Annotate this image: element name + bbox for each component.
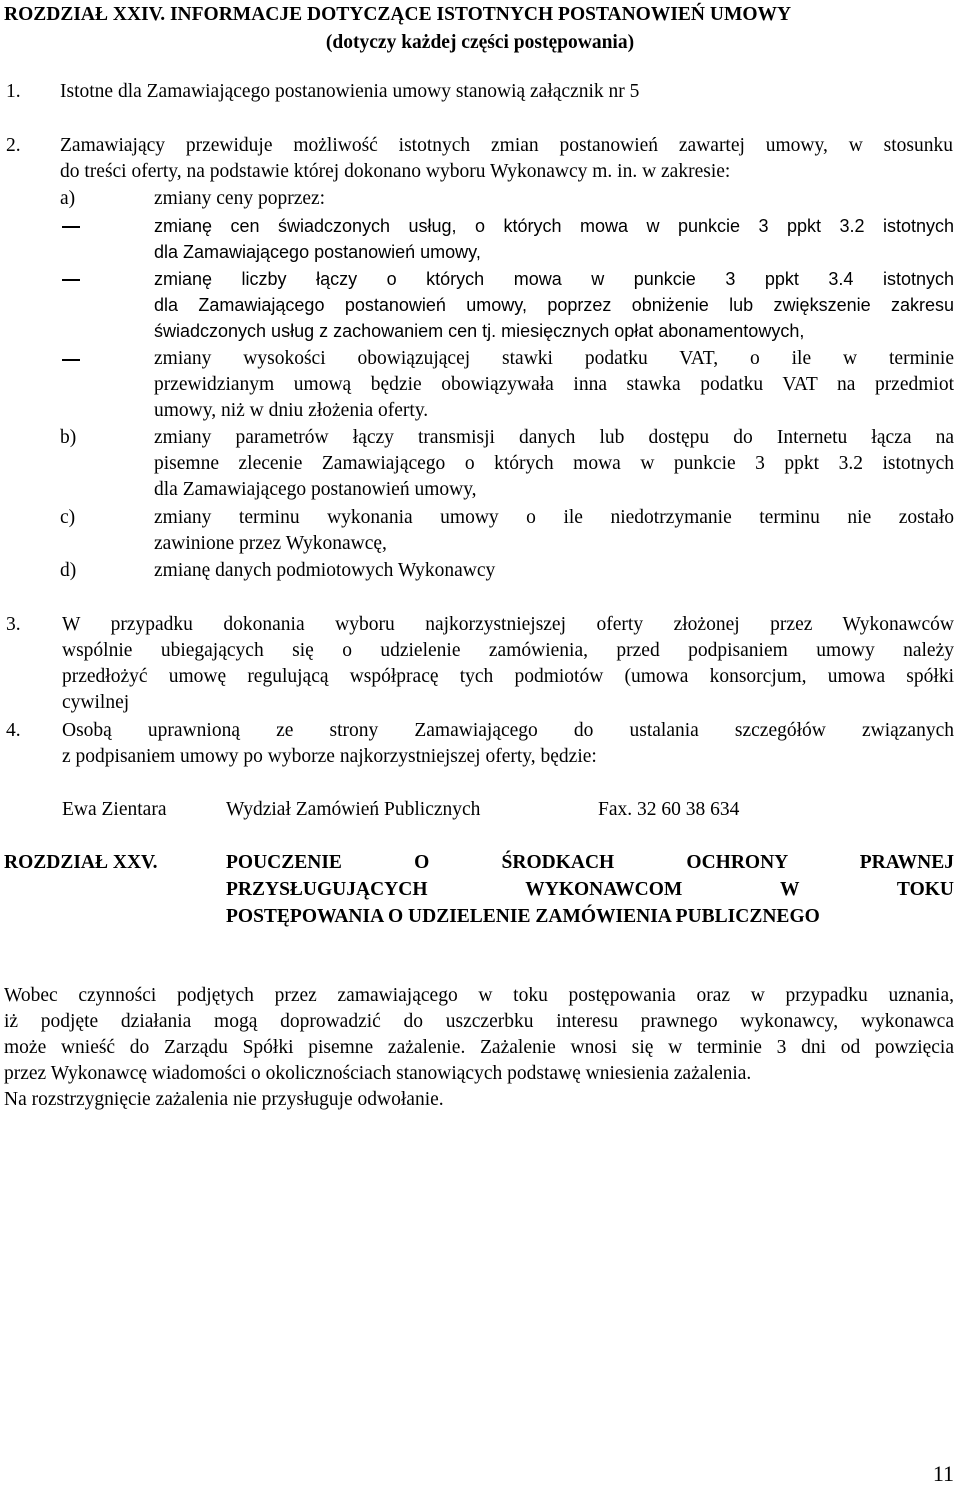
contact-fax: Fax. 32 60 38 634: [598, 799, 740, 820]
item-2-line-2: do treści oferty, na podstawie której dokonano wyboru Wykonawcy m. in. w zakresie:: [60, 161, 731, 182]
sub-d-marker: d): [60, 560, 77, 581]
item-1-marker: 1.: [6, 81, 21, 102]
item-4-line-2: z podpisaniem umowy po wyborze najkorzystniejszej oferty, będzie:: [62, 746, 597, 767]
chapter-24-heading: ROZDZIAŁ XXIV. INFORMACJE DOTYCZĄCE ISTOTNYCH POSTANOWIEŃ UMOWY: [4, 4, 792, 25]
item-2-line-1: Zamawiający przewiduje możliwość istotnych zmian postanowień zawartej umowy, w stosunku: [60, 135, 953, 156]
chapter-25-label: ROZDZIAŁ XXV.: [4, 852, 158, 873]
chapter-25-title-line-3: POSTĘPOWANIA O UDZIELENIE ZAMÓWIENIA PUBLICZNEGO: [226, 906, 820, 927]
paragraph-line-4: przez Wykonawcę wiadomości o okolicznościach stanowiących podstawę wniesienia zażalenia.: [4, 1063, 752, 1084]
sub-a-marker: a): [60, 188, 76, 209]
dash-1-line-1: zmianę cen świadczonych usług, o których mowa w punkcie 3 ppkt 3.2 istotnych: [154, 216, 954, 236]
page-number: 11: [932, 1461, 954, 1486]
paragraph-line-3: może wnieść do Zarządu Spółki pisemne zażalenie. Zażalenie wnosi się w terminie 3 dni od powzięcia: [4, 1037, 954, 1058]
dash-3-line-1: zmiany wysokości obowiązującej stawki podatku VAT, o ile w terminie: [154, 348, 954, 369]
chapter-24-subheading: (dotyczy każdej części postępowania): [325, 32, 635, 53]
sub-a-text: zmiany ceny poprzez:: [154, 188, 326, 209]
item-1-text: Istotne dla Zamawiającego postanowienia umowy stanowią załącznik nr 5: [60, 81, 640, 102]
sub-c-line-1: zmiany terminu wykonania umowy o ile niedotrzymanie terminu nie zostało: [154, 507, 954, 528]
sub-b-line-1: zmiany parametrów łączy transmisji danych lub dostępu do Internetu łącza na: [154, 427, 954, 448]
dash-3-line-2: przewidzianym umową będzie obowiązywała inna stawka podatku VAT na przedmiot: [154, 374, 954, 395]
chapter-25-title-line-2: PRZYSŁUGUJĄCYCH WYKONAWCOM W TOKU: [226, 879, 954, 900]
chapter-25-title-line-1: POUCZENIE O ŚRODKACH OCHRONY PRAWNEJ: [226, 852, 954, 873]
contact-department: Wydział Zamówień Publicznych: [226, 799, 481, 820]
dash-bullet: [62, 279, 80, 281]
dash-2-line-2: dla Zamawiającego postanowień umowy, poprzez obniżenie lub zwiększenie zakresu: [154, 295, 954, 315]
paragraph-line-1: Wobec czynności podjętych przez zamawiającego w toku postępowania oraz w przypadku uznania,: [4, 985, 954, 1006]
dash-2-line-3: świadczonych usług z zachowaniem cen tj. miesięcznych opłat abonamentowych,: [154, 321, 805, 341]
item-4-line-1: Osobą uprawnioną ze strony Zamawiającego do ustalania szczegółów związanych: [62, 720, 954, 741]
final-sentence: Na rozstrzygnięcie zażalenia nie przysługuje odwołanie.: [4, 1089, 444, 1110]
dash-1-line-2: dla Zamawiającego postanowień umowy,: [154, 242, 481, 262]
dash-bullet: [62, 359, 80, 361]
dash-bullet: [62, 226, 80, 228]
sub-b-line-3: dla Zamawiającego postanowień umowy,: [154, 479, 477, 500]
item-3-line-2: wspólnie ubiegających się o udzielenie zamówienia, przed podpisaniem umowy należy: [62, 640, 954, 661]
item-3-line-1: W przypadku dokonania wyboru najkorzystniejszej oferty złożonej przez Wykonawców: [62, 614, 954, 635]
sub-c-marker: c): [60, 507, 76, 528]
dash-3-line-3: umowy, niż w dniu złożenia oferty.: [154, 400, 429, 421]
dash-2-line-1: zmianę liczby łączy o których mowa w punkcie 3 ppkt 3.4 istotnych: [154, 269, 954, 289]
item-3-marker: 3.: [6, 614, 21, 635]
item-3-line-3: przedłożyć umowę regulującą współpracę tych podmiotów (umowa konsorcjum, umowa spółki: [62, 666, 954, 687]
contact-name: Ewa Zientara: [62, 799, 167, 820]
item-2-marker: 2.: [6, 135, 21, 156]
item-4-marker: 4.: [6, 720, 21, 741]
paragraph-line-2: iż podjęte działania mogą doprowadzić do uszczerbku interesu prawnego wykonawcy, wykonawca: [4, 1011, 954, 1032]
item-3-line-4: cywilnej: [62, 692, 130, 713]
sub-b-marker: b): [60, 427, 77, 448]
sub-b-line-2: pisemne zlecenie Zamawiającego o których mowa w punkcie 3 ppkt 3.2 istotnych: [154, 453, 954, 474]
sub-c-line-2: zawinione przez Wykonawcę,: [154, 533, 387, 554]
sub-d-text: zmianę danych podmiotowych Wykonawcy: [154, 560, 496, 581]
